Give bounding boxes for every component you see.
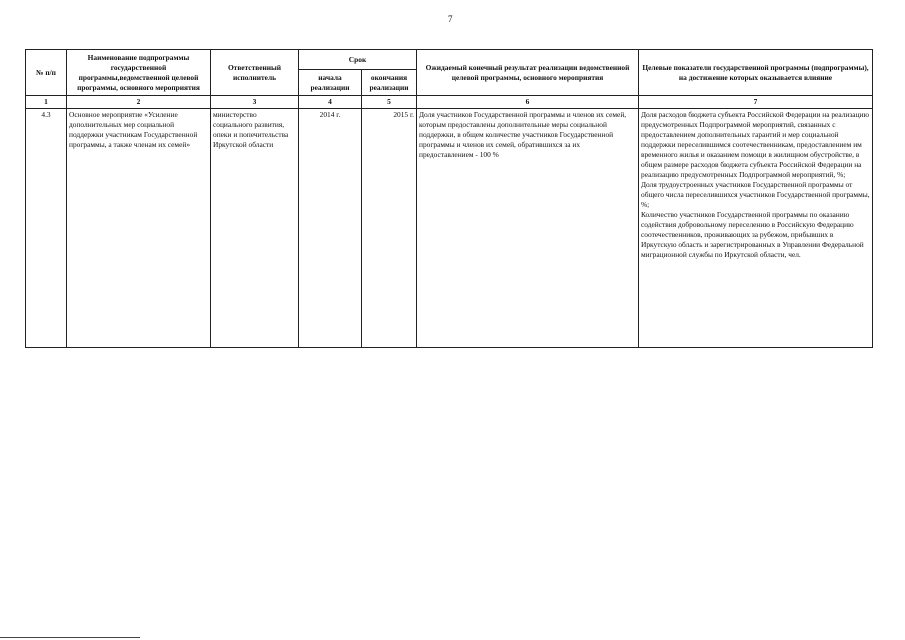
column-number-row	[26, 96, 873, 109]
column-number: 4	[299, 96, 362, 109]
program-table	[25, 49, 873, 348]
column-number: 6	[417, 96, 639, 109]
indicator-item: Количество участников Государственной программы по оказанию содействия добровольному переселению в Российскую Федерацию соотечественников, проживающих за рубежом, прибывших в Иркутскую область и зарегистрированных в Управлении Федеральной миграционной службы по Иркутской области, чел.	[641, 210, 864, 259]
header-indicators: Целевые показатели государственной программы (подпрограммы), на достижение которых оказывается влияние	[639, 50, 873, 96]
page-number: 7	[448, 14, 453, 24]
row-result: Доля участников Государственной программы и членов их семей, которым предоставлены дополнительные меры социальной поддержки, в общем количестве участников Государственной программы и членов их семей, обратившихся за их предоставлением - 100 %	[417, 109, 639, 348]
row-name: Основное мероприятие «Усиление дополнительных мер социальной поддержки участникам Государственной программы, а также членам их семей»	[67, 109, 211, 348]
column-number: 3	[211, 96, 299, 109]
header-end: окончания реализации	[362, 70, 417, 96]
column-number: 2	[67, 96, 211, 109]
header-executor: Ответственный исполнитель	[211, 50, 299, 96]
header-name: Наименование подпрограммы государственной программы,ведомственной целевой программы, основного мероприятия	[67, 50, 211, 96]
header-result: Ожидаемый конечный результат реализации ведомственной целевой программы, основного мероприятия	[417, 50, 639, 96]
table-row	[26, 109, 873, 348]
header-start: начала реализации	[299, 70, 362, 96]
page-edge-line	[0, 637, 140, 638]
header-srok: Срок	[299, 50, 417, 70]
header-num: № п/п	[26, 50, 67, 96]
indicator-item: Доля расходов бюджета субъекта Российской Федерации на реализацию предусмотренных Подпрограммой мероприятий, связанных с предоставлением дополнительных гарантий и мер социальной поддержки переселившимся соотечественникам, предоставлением им временного жилья и оказанием помощи в жилищном обустройстве, в общем размере расходов бюджета субъекта Российской Федерации на реализацию предусмотренных Подпрограммой мероприятий, %;	[641, 110, 870, 179]
row-indicators	[639, 109, 873, 348]
column-number: 1	[26, 96, 67, 109]
indicator-item: Доля трудоустроенных участников Государственной программы от общего числа переселившихся участников Государственной программы, %;	[641, 180, 870, 209]
column-number: 5	[362, 96, 417, 109]
row-end: 2015 г.	[362, 109, 417, 348]
header-row-top	[26, 50, 873, 70]
row-start: 2014 г.	[299, 109, 362, 348]
column-number: 7	[639, 96, 873, 109]
row-number: 4.3	[26, 109, 67, 348]
row-executor: министерство социального развития, опеки и попечительства Иркутской области	[211, 109, 299, 348]
